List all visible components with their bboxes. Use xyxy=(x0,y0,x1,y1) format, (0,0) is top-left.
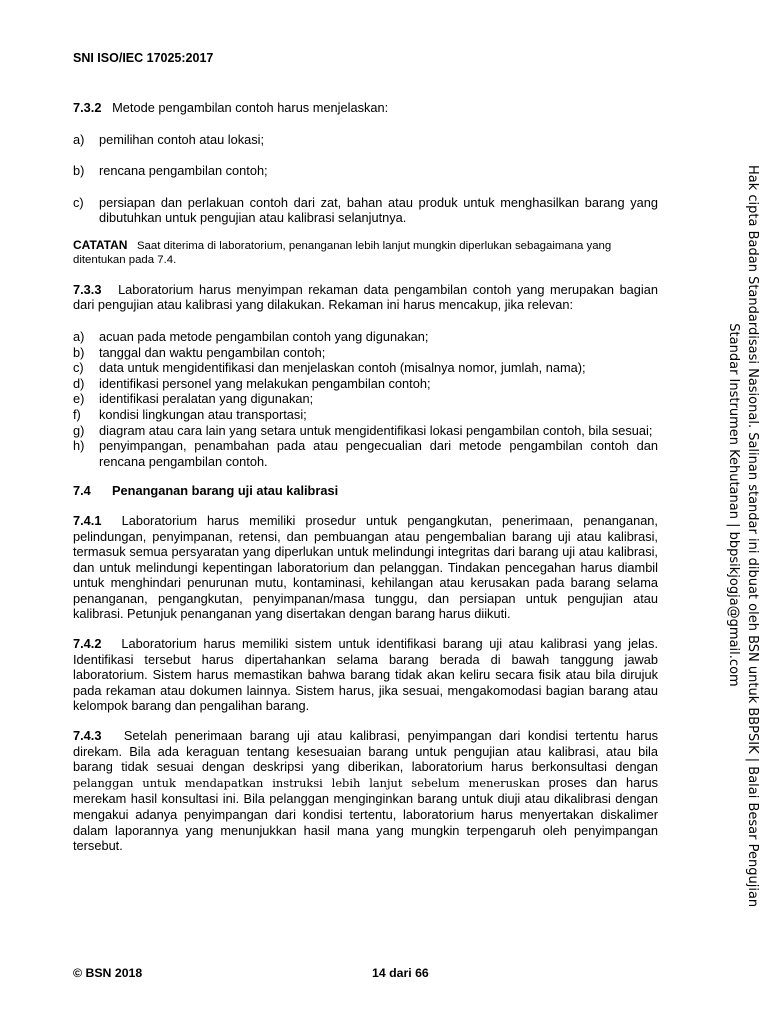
document-body xyxy=(73,100,658,854)
list-text: persiapan dan perlakuan contoh dari zat, bahan atau produk untuk menghasilkan barang yang dibutuhkan untuk pengujian atau kalibrasi selanjutnya. xyxy=(99,194,658,226)
footer-page-number: 14 dari 66 xyxy=(372,966,429,980)
list-text: diagram atau cara lain yang setara untuk mengidentifikasi lokasi pengambilan contoh, bila sesuai; xyxy=(99,422,653,438)
clause-7-4-3 xyxy=(73,728,658,854)
list-item xyxy=(73,163,658,179)
clause-7-4-2 xyxy=(73,636,658,714)
list-item xyxy=(73,132,658,148)
list-marker: b) xyxy=(73,344,85,360)
list-marker: b) xyxy=(73,163,85,179)
list-marker: d) xyxy=(73,375,85,391)
list-text: penyimpangan, penambahan pada atau pengecualian dari metode pengambilan contoh dan rencana pengambilan contoh. xyxy=(99,438,658,469)
copyright-watermark xyxy=(724,165,762,908)
list-item xyxy=(73,376,658,392)
section-title xyxy=(73,483,658,499)
clause-text-serif: pelanggan untuk mendapatkan instruksi lebih lanjut sebelum meneruskan xyxy=(73,775,540,790)
clause-number: 7.3.2 xyxy=(73,100,102,115)
note xyxy=(73,238,658,268)
note-label: CATATAN xyxy=(73,237,128,252)
list-text: rencana pengambilan contoh; xyxy=(99,163,268,179)
list-marker: a) xyxy=(73,328,85,344)
list-item xyxy=(73,345,658,361)
clause-text: Laboratorium harus memiliki sistem untuk identifikasi barang uji atau kalibrasi yang jelas. Identifikasi tersebut harus dipertahankan selama barang berada di bawah tanggung jawab laboratorium. Sistem harus memastikan bahwa barang tidak akan keliru secara fisik atau bila dirujuk pada rekaman atau dokumen lainnya. Sistem harus, jika sesuai, mengakomodasi bagian barang atau kelompok barang dan pengalihan barang. xyxy=(73,636,659,714)
list-marker: g) xyxy=(73,422,85,438)
list-item xyxy=(73,329,658,345)
clause-text: Metode pengambilan contoh harus menjelaskan: xyxy=(112,100,389,115)
list-text: identifikasi personel yang melakukan pengambilan contoh; xyxy=(99,375,431,391)
note-text: Saat diterima di laboratorium, penanganan lebih lanjut mungkin diperlukan sebagaimana yang ditentukan pada 7.4. xyxy=(73,239,612,267)
list-marker: c) xyxy=(73,194,84,210)
list-item xyxy=(73,360,658,376)
list-item xyxy=(73,391,658,407)
list-text: kondisi lingkungan atau transportasi; xyxy=(99,406,307,422)
list-marker: a) xyxy=(73,131,85,147)
section-title-text: Penanganan barang uji atau kalibrasi xyxy=(112,483,339,499)
clause-7-3-3 xyxy=(73,282,658,313)
list-item xyxy=(73,195,658,226)
list-marker: e) xyxy=(73,391,85,407)
list-text: data untuk mengidentifikasi dan menjelaskan contoh (misalnya nomor, jumlah, nama); xyxy=(99,360,586,376)
list-item xyxy=(73,438,658,469)
record-list xyxy=(73,329,658,469)
section-number: 7.4 xyxy=(73,483,91,499)
list-item xyxy=(73,423,658,439)
footer-copyright: © BSN 2018 xyxy=(73,966,143,980)
clause-number: 7.3.3 xyxy=(73,281,102,297)
standard-header: SNI ISO/IEC 17025:2017 xyxy=(73,51,214,65)
list-marker: c) xyxy=(73,360,84,376)
list-text: pemilihan contoh atau lokasi; xyxy=(99,131,265,147)
watermark-line-2: Standar Instrumen Kehutanan | bbpsikjogja@gmail.com xyxy=(726,323,741,687)
clause-number: 7.4.3 xyxy=(73,728,102,744)
list-text: acuan pada metode pengambilan contoh yang digunakan; xyxy=(99,328,429,344)
list-text: identifikasi peralatan yang digunakan; xyxy=(99,391,314,407)
clause-7-3-2 xyxy=(73,100,658,116)
clause-number: 7.4.2 xyxy=(73,636,102,652)
clause-number: 7.4.1 xyxy=(73,512,102,528)
clause-text: Laboratorium harus menyimpan rekaman data pengambilan contoh yang merupakan bagian dari pengujian atau kalibrasi yang dilakukan. Rekaman ini harus mencakup, jika relevan: xyxy=(73,281,658,313)
clause-text-cont: proses dan harus merekam hasil konsultasi ini. Bila pelanggan menginginkan barang untuk diuji atau dikalibrasi dengan mengakui adanya penyimpangan dari kondisi tertentu, laboratorium harus menyertakan diskalimer dalam laporannya yang menunjukkan hasil mana yang mungkin terpengaruh oleh penyimpangan tersebut. xyxy=(73,774,658,854)
list-text: tanggal dan waktu pengambilan contoh; xyxy=(99,344,326,360)
list-marker: f) xyxy=(73,406,81,422)
clause-text: Setelah penerimaan barang uji atau kalibrasi, penyimpangan dari kondisi tertentu harus direkam. Bila ada keraguan tentang kesesuaian barang untuk pengujian atau kalibrasi, atau bila barang tidak sesuai dengan deskripsi yang diberikan, laboratorium harus berkonsultasi dengan xyxy=(73,728,658,775)
list-marker: h) xyxy=(73,438,85,454)
clause-text: Laboratorium harus memiliki prosedur untuk pengangkutan, penerimaan, penanganan, pelindungan, penyimpanan, retensi, dan pembuangan atau pengembalian barang uji atau kalibrasi, termasuk semua persyaratan yang diperlukan untuk melindungi integritas dari barang uji atau kalibrasi, dan untuk melindungi kepentingan laboratorium dan pelanggan. Tindakan pencegahan harus diambil untuk menghindari penurunan mutu, kontaminasi, kehilangan atau kerusakan pada barang selama penanganan, pengangkutan, penyimpanan/masa tunggu, dan persiapan untuk pengujian atau kalibrasi. Petunjuk penanganan yang disertakan dengan barang harus diikuti. xyxy=(73,512,658,622)
clause-7-4-1 xyxy=(73,513,658,622)
list-item xyxy=(73,407,658,423)
watermark-line-1: Hak cipta Badan Standardisasi Nasional. Salinan standar ini dibuat oleh BSN untuk BBPSIK | Balai Besar Pengujian xyxy=(745,165,760,908)
